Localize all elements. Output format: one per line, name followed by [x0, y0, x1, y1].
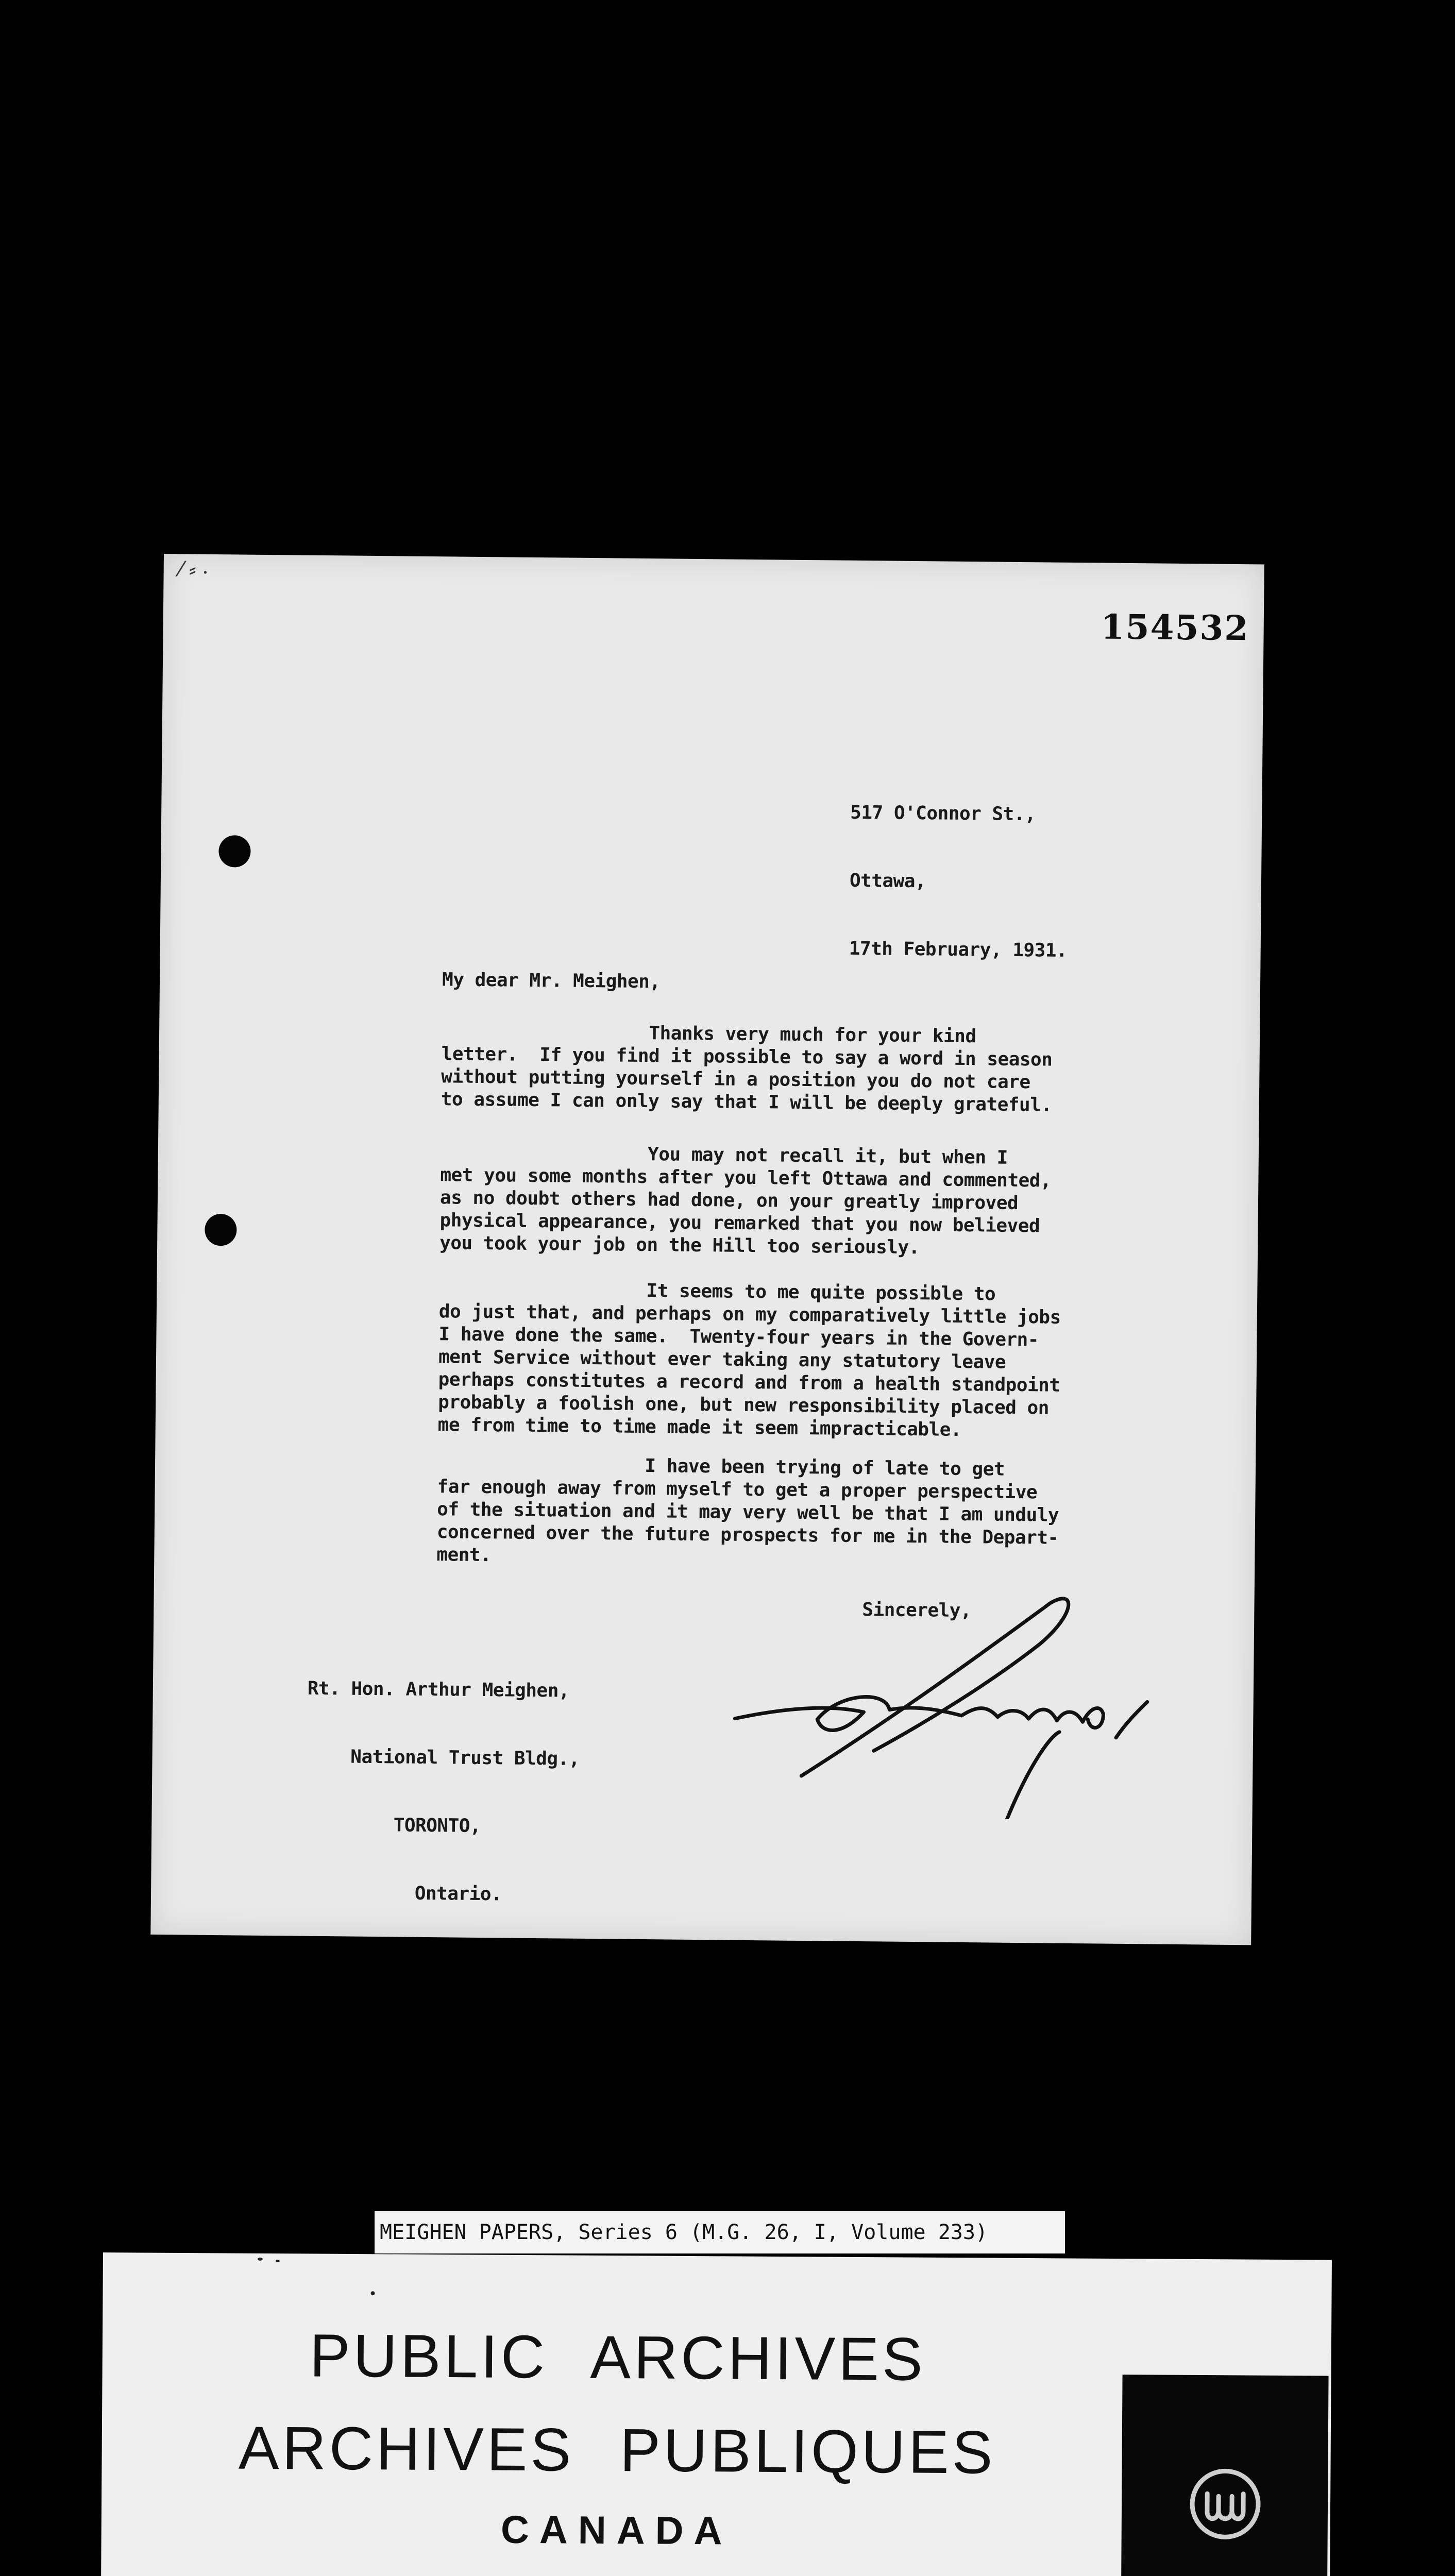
recipient-line-city: TORONTO,	[306, 1814, 481, 1837]
recipient-line-province: Ontario.	[305, 1882, 502, 1905]
speck	[276, 2260, 280, 2262]
address-line-city: Ottawa,	[849, 870, 926, 892]
paragraph-3: It seems to me quite possible to do just that, and perhaps on my comparatively little jobs I have done the same. Twenty-four years in the Govern- ment Service without ever taking any statutory leave perhaps constitutes a record and from a health standpoint probably a foolish one, but new responsibility placed on me from time to time made it seem impracticable.	[437, 1278, 1061, 1440]
paragraph-1: Thanks very much for your kind letter. If you find it possible to say a word in season without putting yourself in a position you do not care to assume I can only say that I will be deeply grateful.	[441, 1021, 1053, 1116]
recipient-address	[305, 1632, 581, 1952]
paragraph-4: I have been trying of late to get far enough away from myself to get a proper perspective of the situation and it may very well be that I am unduly concerned over the future prospects for me in the Depart- ment.	[436, 1453, 1059, 1566]
speck	[371, 2291, 375, 2295]
archives-logo-icon	[1187, 2465, 1264, 2543]
public-archives-heading: PUBLIC ARCHIVES	[309, 2321, 926, 2394]
address-line-date: 17th February, 1931.	[849, 938, 1068, 961]
archives-publiques-heading: ARCHIVES PUBLIQUES	[238, 2414, 996, 2487]
punch-hole-top	[218, 835, 251, 868]
letter-page	[150, 554, 1264, 1945]
corner-marks: ⁄ ⸗ ⸳	[179, 557, 209, 582]
logo-panel	[1121, 2375, 1328, 2576]
handwritten-signature	[719, 1579, 1185, 1821]
archives-stamp-card	[100, 2252, 1332, 2576]
recipient-line-building: National Trust Bldg.,	[307, 1745, 580, 1770]
series-label: MEIGHEN PAPERS, Series 6 (M.G. 26, I, Volume 233)	[375, 2211, 1065, 2253]
sender-address	[849, 756, 1069, 1008]
document-number: 154532	[1101, 606, 1249, 649]
canada-heading: CANADA	[500, 2507, 733, 2553]
punch-hole-bottom	[205, 1214, 237, 1246]
closing: Sincerely,	[862, 1599, 972, 1622]
recipient-line-name: Rt. Hon. Arthur Meighen,	[307, 1677, 570, 1702]
salutation: My dear Mr. Meighen,	[442, 969, 661, 993]
speck	[258, 2258, 263, 2261]
paragraph-2: You may not recall it, but when I met you some months after you left Ottawa and commented, as no doubt others had done, on your greatly improved physical appearance, you remarked that you now believed you took your job on the Hill too seriously.	[439, 1142, 1052, 1259]
address-line-street: 517 O'Connor St.,	[850, 802, 1036, 825]
